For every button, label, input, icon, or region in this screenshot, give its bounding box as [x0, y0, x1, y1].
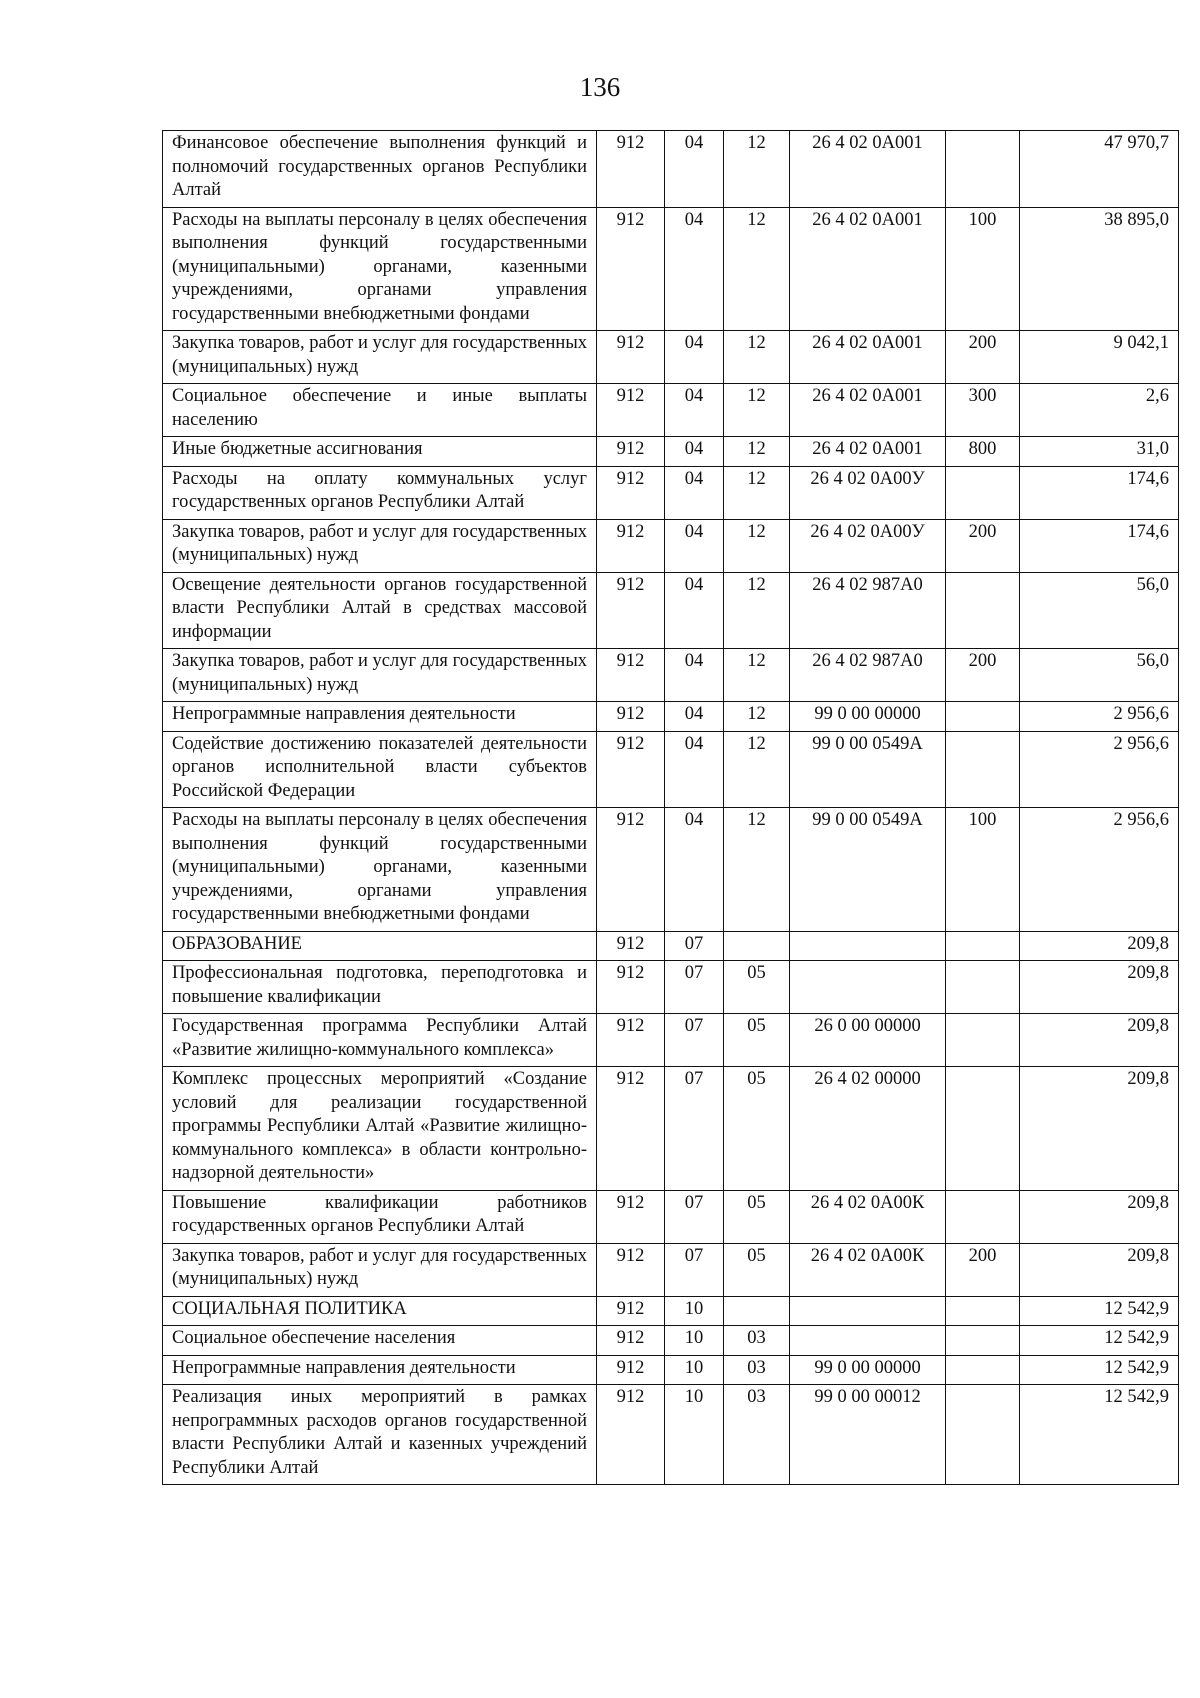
table-row — [163, 808, 1179, 932]
subsection-code-cell: 05 — [724, 1067, 790, 1191]
department-code-cell: 912 — [597, 1067, 665, 1191]
expense-type-code-cell — [946, 731, 1020, 808]
department-code-cell: 912 — [597, 1355, 665, 1385]
target-article-code-cell: 26 4 02 0А00У — [790, 466, 946, 519]
amount-cell: 2 956,6 — [1020, 702, 1179, 732]
subsection-code-cell: 12 — [724, 519, 790, 572]
table-row — [163, 1067, 1179, 1191]
target-article-code-cell: 26 4 02 0А001 — [790, 331, 946, 384]
department-code-cell: 912 — [597, 1014, 665, 1067]
expense-name-cell: Расходы на выплаты персоналу в целях обеспечения выполнения функций государственными (муниципальными) органами, казенными учреждениями, органами управления государственными внебюджетными фондами — [163, 808, 597, 932]
table-row — [163, 437, 1179, 467]
table-row — [163, 572, 1179, 649]
department-code-cell: 912 — [597, 1385, 665, 1485]
subsection-code-cell: 12 — [724, 437, 790, 467]
expense-name-cell: Непрограммные направления деятельности — [163, 1355, 597, 1385]
table-row — [163, 384, 1179, 437]
expense-type-code-cell — [946, 1067, 1020, 1191]
section-code-cell: 04 — [665, 649, 724, 702]
expense-name-cell: Расходы на выплаты персоналу в целях обеспечения выполнения функций государственными (муниципальными) органами, казенными учреждениями, органами управления государственными внебюджетными фондами — [163, 207, 597, 331]
expense-name-cell: Непрограммные направления деятельности — [163, 702, 597, 732]
amount-cell: 56,0 — [1020, 649, 1179, 702]
table-row — [163, 131, 1179, 208]
department-code-cell: 912 — [597, 1243, 665, 1296]
amount-cell: 56,0 — [1020, 572, 1179, 649]
section-code-cell: 10 — [665, 1296, 724, 1326]
expense-name-cell: Социальное обеспечение населения — [163, 1326, 597, 1356]
target-article-code-cell: 26 4 02 987А0 — [790, 572, 946, 649]
target-article-code-cell: 99 0 00 0549А — [790, 731, 946, 808]
amount-cell: 209,8 — [1020, 961, 1179, 1014]
section-code-cell: 04 — [665, 702, 724, 732]
subsection-code-cell: 03 — [724, 1355, 790, 1385]
department-code-cell: 912 — [597, 437, 665, 467]
section-code-cell: 10 — [665, 1326, 724, 1356]
target-article-code-cell — [790, 1296, 946, 1326]
department-code-cell: 912 — [597, 207, 665, 331]
section-code-cell: 04 — [665, 437, 724, 467]
target-article-code-cell: 99 0 00 00000 — [790, 702, 946, 732]
department-code-cell: 912 — [597, 384, 665, 437]
department-code-cell: 912 — [597, 649, 665, 702]
subsection-code-cell: 12 — [724, 466, 790, 519]
amount-cell: 9 042,1 — [1020, 331, 1179, 384]
expense-name-cell: Финансовое обеспечение выполнения функций и полномочий государственных органов Республики Алтай — [163, 131, 597, 208]
target-article-code-cell — [790, 1326, 946, 1356]
expense-name-cell: Профессиональная подготовка, переподготовка и повышение квалификации — [163, 961, 597, 1014]
amount-cell: 12 542,9 — [1020, 1355, 1179, 1385]
expense-type-code-cell — [946, 931, 1020, 961]
expense-name-cell: Иные бюджетные ассигнования — [163, 437, 597, 467]
table-row — [163, 731, 1179, 808]
expense-type-code-cell: 200 — [946, 331, 1020, 384]
department-code-cell: 912 — [597, 702, 665, 732]
subsection-code-cell: 12 — [724, 649, 790, 702]
table-body — [163, 131, 1179, 1485]
amount-cell: 174,6 — [1020, 519, 1179, 572]
table-row — [163, 1385, 1179, 1485]
expense-type-code-cell — [946, 1014, 1020, 1067]
department-code-cell: 912 — [597, 931, 665, 961]
subsection-code-cell: 05 — [724, 961, 790, 1014]
expense-name-cell: Расходы на оплату коммунальных услуг государственных органов Республики Алтай — [163, 466, 597, 519]
section-code-cell: 04 — [665, 519, 724, 572]
amount-cell: 2 956,6 — [1020, 808, 1179, 932]
target-article-code-cell: 99 0 00 00012 — [790, 1385, 946, 1485]
expense-type-code-cell: 300 — [946, 384, 1020, 437]
expense-type-code-cell — [946, 131, 1020, 208]
section-code-cell: 07 — [665, 1067, 724, 1191]
department-code-cell: 912 — [597, 572, 665, 649]
expense-type-code-cell — [946, 1296, 1020, 1326]
department-code-cell: 912 — [597, 466, 665, 519]
expense-name-cell: СОЦИАЛЬНАЯ ПОЛИТИКА — [163, 1296, 597, 1326]
target-article-code-cell: 26 4 02 0А00У — [790, 519, 946, 572]
amount-cell: 209,8 — [1020, 1190, 1179, 1243]
table-row — [163, 331, 1179, 384]
target-article-code-cell: 26 4 02 0А00К — [790, 1190, 946, 1243]
table-row — [163, 1355, 1179, 1385]
expense-type-code-cell — [946, 1326, 1020, 1356]
department-code-cell: 912 — [597, 519, 665, 572]
target-article-code-cell: 99 0 00 00000 — [790, 1355, 946, 1385]
table-row — [163, 1326, 1179, 1356]
section-code-cell: 04 — [665, 808, 724, 932]
amount-cell: 2,6 — [1020, 384, 1179, 437]
section-code-cell: 07 — [665, 961, 724, 1014]
department-code-cell: 912 — [597, 961, 665, 1014]
table-row — [163, 961, 1179, 1014]
table-row — [163, 1296, 1179, 1326]
target-article-code-cell: 26 4 02 00000 — [790, 1067, 946, 1191]
subsection-code-cell: 12 — [724, 572, 790, 649]
section-code-cell: 07 — [665, 1014, 724, 1067]
target-article-code-cell: 26 4 02 0А001 — [790, 384, 946, 437]
expense-name-cell: Повышение квалификации работников государственных органов Республики Алтай — [163, 1190, 597, 1243]
table-row — [163, 931, 1179, 961]
section-code-cell: 10 — [665, 1385, 724, 1485]
table-row — [163, 466, 1179, 519]
table-row — [163, 702, 1179, 732]
subsection-code-cell: 05 — [724, 1014, 790, 1067]
expense-type-code-cell — [946, 572, 1020, 649]
subsection-code-cell: 03 — [724, 1326, 790, 1356]
subsection-code-cell: 05 — [724, 1243, 790, 1296]
section-code-cell: 04 — [665, 331, 724, 384]
expense-type-code-cell: 200 — [946, 519, 1020, 572]
target-article-code-cell — [790, 931, 946, 961]
target-article-code-cell: 26 0 00 00000 — [790, 1014, 946, 1067]
expense-name-cell: Закупка товаров, работ и услуг для государственных (муниципальных) нужд — [163, 331, 597, 384]
subsection-code-cell — [724, 1296, 790, 1326]
department-code-cell: 912 — [597, 1190, 665, 1243]
expense-type-code-cell — [946, 1355, 1020, 1385]
amount-cell: 174,6 — [1020, 466, 1179, 519]
expense-name-cell: Реализация иных мероприятий в рамках непрограммных расходов органов государственной власти Республики Алтай и казенных учреждений Республики Алтай — [163, 1385, 597, 1485]
target-article-code-cell: 26 4 02 0А001 — [790, 207, 946, 331]
target-article-code-cell — [790, 961, 946, 1014]
section-code-cell: 07 — [665, 1243, 724, 1296]
section-code-cell: 04 — [665, 466, 724, 519]
department-code-cell: 912 — [597, 808, 665, 932]
subsection-code-cell: 12 — [724, 808, 790, 932]
expense-type-code-cell — [946, 1385, 1020, 1485]
section-code-cell: 04 — [665, 572, 724, 649]
section-code-cell: 04 — [665, 384, 724, 437]
table-row — [163, 1190, 1179, 1243]
expense-name-cell: Содействие достижению показателей деятельности органов исполнительной власти субъектов Российской Федерации — [163, 731, 597, 808]
department-code-cell: 912 — [597, 131, 665, 208]
expense-name-cell: Социальное обеспечение и иные выплаты населению — [163, 384, 597, 437]
expense-name-cell: ОБРАЗОВАНИЕ — [163, 931, 597, 961]
section-code-cell: 07 — [665, 1190, 724, 1243]
target-article-code-cell: 26 4 02 987А0 — [790, 649, 946, 702]
page-number: 136 — [579, 72, 621, 102]
amount-cell: 209,8 — [1020, 931, 1179, 961]
subsection-code-cell: 12 — [724, 131, 790, 208]
amount-cell: 31,0 — [1020, 437, 1179, 467]
subsection-code-cell: 03 — [724, 1385, 790, 1485]
amount-cell: 2 956,6 — [1020, 731, 1179, 808]
expense-type-code-cell — [946, 466, 1020, 519]
amount-cell: 209,8 — [1020, 1067, 1179, 1191]
amount-cell: 209,8 — [1020, 1014, 1179, 1067]
amount-cell: 12 542,9 — [1020, 1296, 1179, 1326]
department-code-cell: 912 — [597, 1296, 665, 1326]
section-code-cell: 04 — [665, 207, 724, 331]
budget-table — [162, 130, 1179, 1485]
table-row — [163, 649, 1179, 702]
subsection-code-cell: 12 — [724, 702, 790, 732]
expense-type-code-cell: 100 — [946, 808, 1020, 932]
expense-type-code-cell — [946, 961, 1020, 1014]
target-article-code-cell: 99 0 00 0549А — [790, 808, 946, 932]
target-article-code-cell: 26 4 02 0А001 — [790, 437, 946, 467]
amount-cell: 47 970,7 — [1020, 131, 1179, 208]
expense-name-cell: Закупка товаров, работ и услуг для государственных (муниципальных) нужд — [163, 519, 597, 572]
amount-cell: 12 542,9 — [1020, 1326, 1179, 1356]
expense-type-code-cell — [946, 1190, 1020, 1243]
amount-cell: 38 895,0 — [1020, 207, 1179, 331]
expense-name-cell: Комплекс процессных мероприятий «Создание условий для реализации государственной программы Республики Алтай «Развитие жилищно-коммунального комплекса» в области контрольно-надзорной деятельности» — [163, 1067, 597, 1191]
expense-type-code-cell: 200 — [946, 649, 1020, 702]
subsection-code-cell: 12 — [724, 207, 790, 331]
expense-type-code-cell: 200 — [946, 1243, 1020, 1296]
section-code-cell: 04 — [665, 131, 724, 208]
section-code-cell: 10 — [665, 1355, 724, 1385]
target-article-code-cell: 26 4 02 0А001 — [790, 131, 946, 208]
subsection-code-cell: 05 — [724, 1190, 790, 1243]
expense-name-cell: Закупка товаров, работ и услуг для государственных (муниципальных) нужд — [163, 1243, 597, 1296]
section-code-cell: 04 — [665, 731, 724, 808]
subsection-code-cell: 12 — [724, 731, 790, 808]
expense-name-cell: Государственная программа Республики Алтай «Развитие жилищно-коммунального комплекса» — [163, 1014, 597, 1067]
table-row — [163, 519, 1179, 572]
subsection-code-cell: 12 — [724, 384, 790, 437]
table-row — [163, 1243, 1179, 1296]
amount-cell: 12 542,9 — [1020, 1385, 1179, 1485]
table-row — [163, 1014, 1179, 1067]
subsection-code-cell — [724, 931, 790, 961]
table-row — [163, 207, 1179, 331]
department-code-cell: 912 — [597, 731, 665, 808]
department-code-cell: 912 — [597, 331, 665, 384]
expense-name-cell: Закупка товаров, работ и услуг для государственных (муниципальных) нужд — [163, 649, 597, 702]
expense-name-cell: Освещение деятельности органов государственной власти Республики Алтай в средствах массовой информации — [163, 572, 597, 649]
expense-type-code-cell — [946, 702, 1020, 732]
section-code-cell: 07 — [665, 931, 724, 961]
expense-type-code-cell: 100 — [946, 207, 1020, 331]
target-article-code-cell: 26 4 02 0А00К — [790, 1243, 946, 1296]
department-code-cell: 912 — [597, 1326, 665, 1356]
subsection-code-cell: 12 — [724, 331, 790, 384]
expense-type-code-cell: 800 — [946, 437, 1020, 467]
amount-cell: 209,8 — [1020, 1243, 1179, 1296]
